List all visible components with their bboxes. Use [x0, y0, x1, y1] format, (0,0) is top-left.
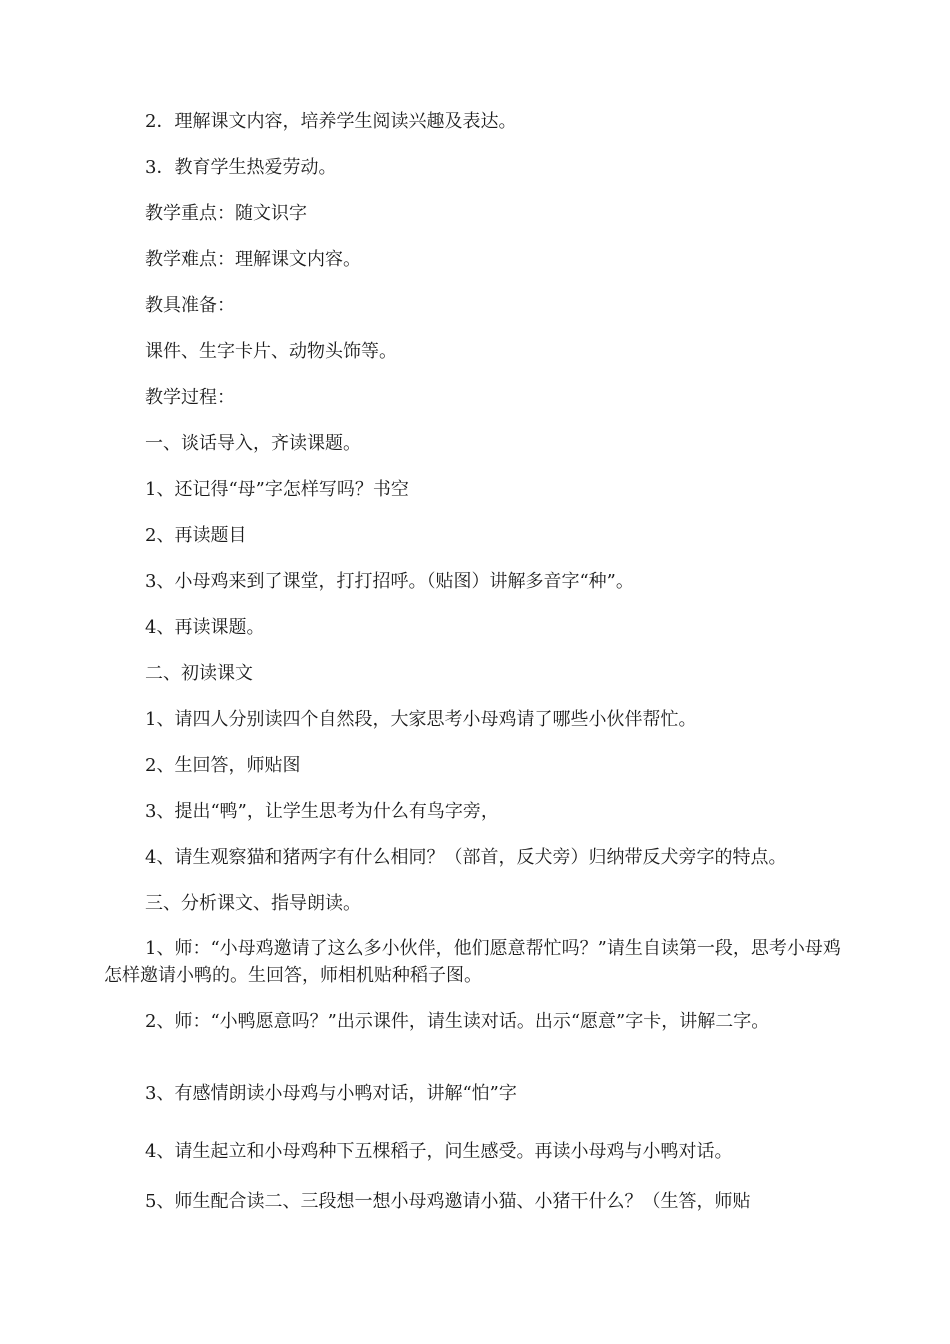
section-2-item-3: 3、提出“鸭”，让学生思考为什么有鸟字旁，	[145, 801, 499, 822]
process-heading: 教学过程：	[145, 387, 235, 408]
teaching-difficulty: 教学难点：理解课文内容。	[145, 249, 361, 270]
section-3-item-4: 4、请生起立和小母鸡种下五棵稻子，问生感受。再读小母鸡与小鸭对话。	[145, 1141, 733, 1162]
objective-3: 3．教育学生热爱劳动。	[145, 157, 337, 178]
materials-list: 课件、生字卡片、动物头饰等。	[145, 341, 397, 362]
section-3-item-5: 5、师生配合读二、三段想一想小母鸡邀请小猫、小猪干什么？（生答，师贴	[145, 1191, 751, 1212]
section-3-heading: 三、分析课文、指导朗读。	[145, 893, 361, 914]
section-1-item-1: 1、还记得“母”字怎样写吗？书空	[145, 479, 409, 500]
section-2-heading: 二、初读课文	[145, 663, 253, 684]
section-3-item-2: 2、师：“小鸭愿意吗？”出示课件，请生读对话。出示“愿意”字卡，讲解二字。	[145, 1011, 770, 1032]
materials-heading: 教具准备：	[145, 295, 235, 316]
section-2-item-1: 1、请四人分别读四个自然段，大家思考小母鸡请了哪些小伙伴帮忙。	[145, 709, 697, 730]
section-2-item-2: 2、生回答，师贴图	[145, 755, 301, 776]
teaching-focus: 教学重点：随文识字	[145, 203, 307, 224]
section-3-item-1: 1、师：“小母鸡邀请了这么多小伙伴，他们愿意帮忙吗？”请生自读第一段，思考小母鸡怎样邀请小鸭的。生回答，师相机贴种稻子图。	[104, 938, 841, 986]
section-1-item-4: 4、再读课题。	[145, 617, 265, 638]
section-3-item-3: 3、有感情朗读小母鸡与小鸭对话，讲解“怕”字	[145, 1083, 517, 1104]
objective-2: 2．理解课文内容，培养学生阅读兴趣及表达。	[145, 111, 517, 132]
section-1-item-2: 2、再读题目	[145, 525, 247, 546]
section-2-item-4: 4、请生观察猫和猪两字有什么相同？（部首，反犬旁）归纳带反犬旁字的特点。	[145, 847, 787, 868]
section-1-heading: 一、谈话导入，齐读课题。	[145, 433, 361, 454]
section-1-item-3: 3、小母鸡来到了课堂，打打招呼。（贴图）讲解多音字“种”。	[145, 571, 634, 592]
